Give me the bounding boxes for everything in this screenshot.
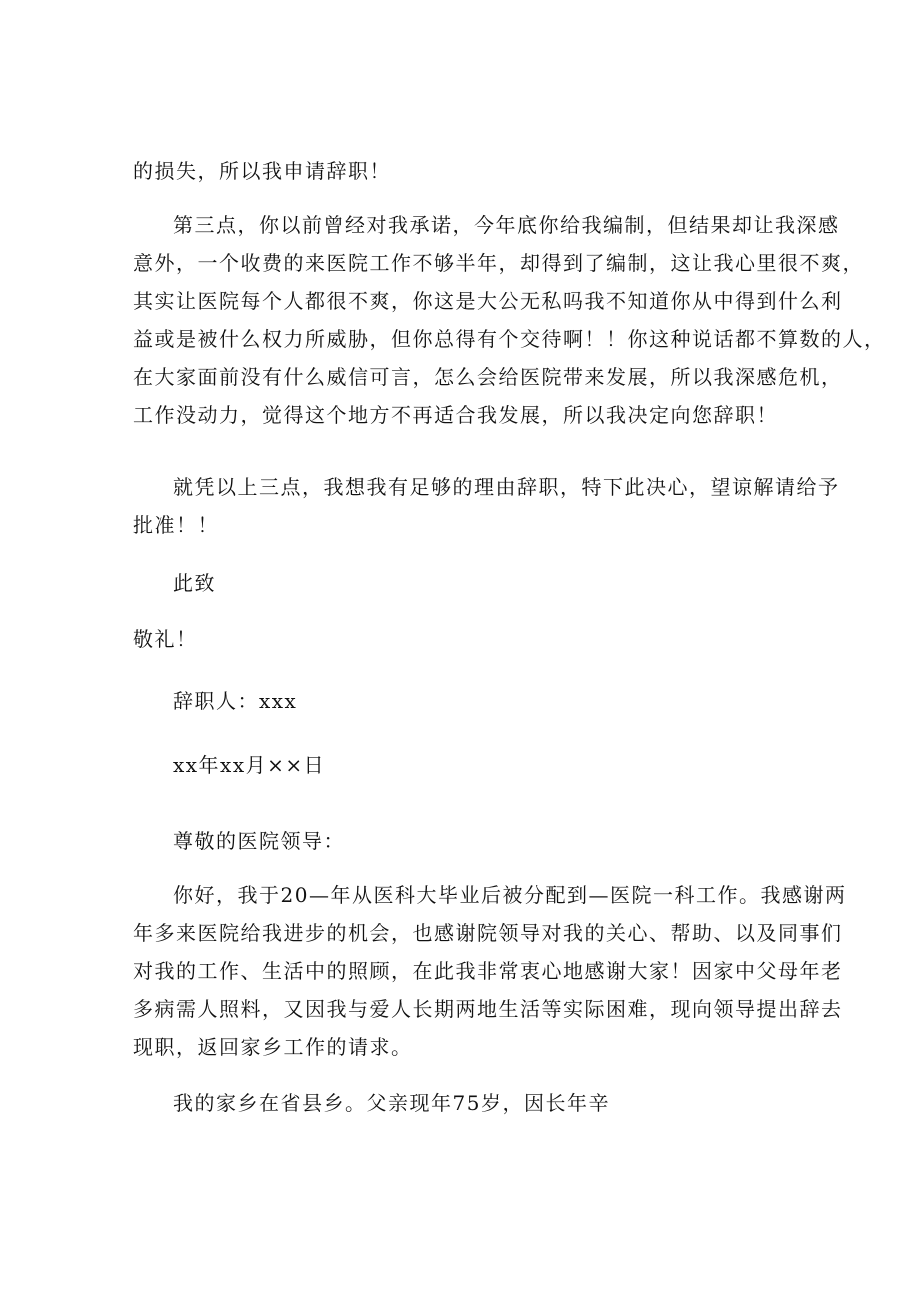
text-line: 的损失，所以我申请辞职！ (133, 159, 391, 183)
text-line: 益或是被什么权力所威胁，但你总得有个交待啊！！你这种说话都不算数的人， (133, 327, 886, 351)
text-line: 我的家乡在省县乡。父亲现年75岁，因长年辛 (173, 1091, 610, 1115)
closing-cizhi (133, 564, 843, 602)
signature-resigner (133, 682, 843, 720)
text-line: 对我的工作、生活中的照顾，在此我非常衷心地感谢大家！因家中父母年老 (133, 959, 843, 983)
text-line: 其实让医院每个人都很不爽，你这是大公无私吗我不知道你从中得到什么利 (133, 289, 843, 313)
text-line: 现职，返回家乡工作的请求。 (133, 1035, 413, 1059)
paragraph-hometown (133, 1084, 843, 1122)
text-line: 年多来医院给我进步的机会，也感谢院领导对我的关心、帮助、以及同事们 (133, 921, 843, 945)
text-line: 辞职人：xxx (173, 689, 298, 713)
text-line: 敬礼！ (133, 627, 198, 651)
text-line: 在大家面前没有什么威信可言，怎么会给医院带来发展，所以我深感危机， (133, 365, 843, 389)
text-line: 批准！！ (133, 513, 219, 537)
text-line: xx年xx月××日 (173, 753, 326, 777)
letter-salutation (133, 822, 843, 860)
text-line: 意外，一个收费的来医院工作不够半年，却得到了编制，这让我心里很不爽， (133, 251, 864, 275)
signature-date (133, 746, 843, 784)
text-line: 你好，我于20—年从医科大毕业后被分配到—医院一科工作。我感谢两 (173, 883, 847, 907)
paragraph-loss (133, 152, 803, 190)
text-line: 多病需人照料，又因我与爱人长期两地生活等实际困难，现向领导提出辞去 (133, 997, 843, 1021)
text-line: 此致 (173, 571, 216, 595)
text-line: 第三点，你以前曾经对我承诺，今年底你给我编制，但结果却让我深感 (173, 213, 840, 237)
closing-jingli (133, 620, 803, 658)
paragraph-greeting (133, 876, 847, 1066)
text-line: 尊敬的医院领导： (173, 829, 345, 853)
text-line: 工作没动力，觉得这个地方不再适合我发展，所以我决定向您辞职！ (133, 403, 778, 427)
text-line: 就凭以上三点，我想我有足够的理由辞职，特下此决心，望谅解请给予 (173, 475, 840, 499)
paragraph-conclusion (133, 468, 843, 544)
paragraph-point-three (133, 206, 886, 434)
